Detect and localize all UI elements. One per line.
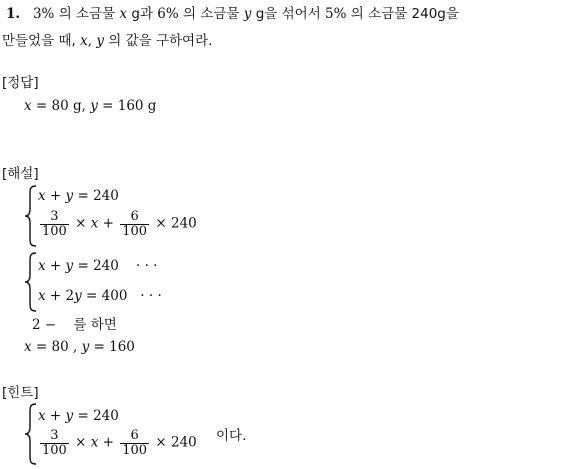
result-x-val: = 80 [31,339,69,355]
times: × [75,434,87,451]
sys2-eq2-y: y [74,288,82,304]
comma: , [87,33,93,49]
hint-eq1-x: x [38,408,46,424]
hint-eq1 [38,408,119,424]
var-y: y [243,6,252,22]
text-question: 의 값을 구하여라. [108,33,213,49]
sys2-eq2-coef: + 2 [45,288,75,304]
sys2-eq1-y: y [65,258,74,274]
sys1-eq1-y: y [65,188,74,204]
answer-x-var: x [24,98,32,114]
sys1-eq1-rhs: = 240 [73,188,119,204]
sys1-frac-2 [120,210,149,238]
left-brace-3 [24,403,38,465]
result-y-val: = 160 [89,339,135,355]
frac-den: 100 [42,442,67,458]
hint-frac-2 [120,429,149,457]
hint-label: [힌트] [2,385,39,401]
var-x-2: x [80,33,88,49]
step-expr: 2 − [32,317,57,333]
text-total: 240g을 [411,6,459,22]
step-line [32,313,117,333]
text-made: 만들었을 때, [2,33,76,49]
ellipsis-2: · · · [140,288,162,304]
times-240: × 240 [155,434,197,451]
sys2-eq1-plus: + [45,258,66,274]
solution-label: [해설] [2,166,39,182]
var-y-2: y [96,33,104,49]
result-x-var: x [24,339,32,355]
solution-result [24,339,135,355]
hint-eq1-plus: + [45,408,66,424]
sys2-eq1-rhs: = 240 [73,258,119,274]
text-saltwater-2: 의 소금물 [183,6,240,22]
percent-1: 3% [32,6,55,22]
plus: + [102,215,114,232]
problem-number: 1. [6,6,21,22]
answer-value [24,98,156,114]
sys1-eq2 [38,210,197,238]
hint-eq2 [38,429,197,457]
sys2-eq1 [38,258,157,274]
sys1-eq1-x: x [38,188,46,204]
hint-eq2-x: x [90,434,99,451]
sys2-eq2 [38,288,162,304]
plus: + [102,434,114,451]
ellipsis-1: · · · [136,258,158,274]
frac-num: 6 [130,209,139,224]
result-y-var: y [81,339,90,355]
text-saltwater-3: 의 소금물 [350,6,408,22]
hint-eq1-y: y [65,408,74,424]
left-brace-1 [24,185,38,247]
percent-2: 6% [157,6,179,22]
result-sep: , [68,339,82,355]
answer-label: [정답] [2,75,39,91]
var-x: x [119,6,128,22]
sys1-eq1-plus: + [45,188,66,204]
text-g-and: g과 [131,6,153,22]
step-text: 를 하면 [73,317,117,333]
answer-x-eq: = 80 g, [31,98,91,114]
times: × [75,215,87,232]
hint-tail: 이다. [216,428,247,444]
frac-num: 6 [130,428,139,443]
times-240: × 240 [155,215,197,232]
sys1-frac-1 [40,210,69,238]
hint-frac-1 [40,429,69,457]
sys2-eq2-rhs: = 400 [81,288,128,304]
frac-den: 100 [42,223,67,239]
frac-den: 100 [122,223,148,239]
problem-line-1 [6,2,459,22]
frac-num: 3 [50,428,59,443]
answer-y-var: y [90,98,98,114]
hint-eq1-rhs: = 240 [73,408,119,424]
answer-y-eq: = 160 g [97,98,157,114]
sys2-eq1-x: x [38,258,46,274]
sys1-eq1 [38,188,119,204]
sys2-eq2-x: x [38,288,46,304]
percent-3: 5% [325,6,347,22]
left-brace-2 [24,252,38,312]
frac-num: 3 [50,209,59,224]
text-mix: g을 섞어서 [255,6,321,22]
frac-den: 100 [122,442,148,458]
sys1-eq2-x: x [90,215,99,232]
problem-line-2 [2,29,212,49]
text-saltwater-1: 의 소금물 [58,6,116,22]
